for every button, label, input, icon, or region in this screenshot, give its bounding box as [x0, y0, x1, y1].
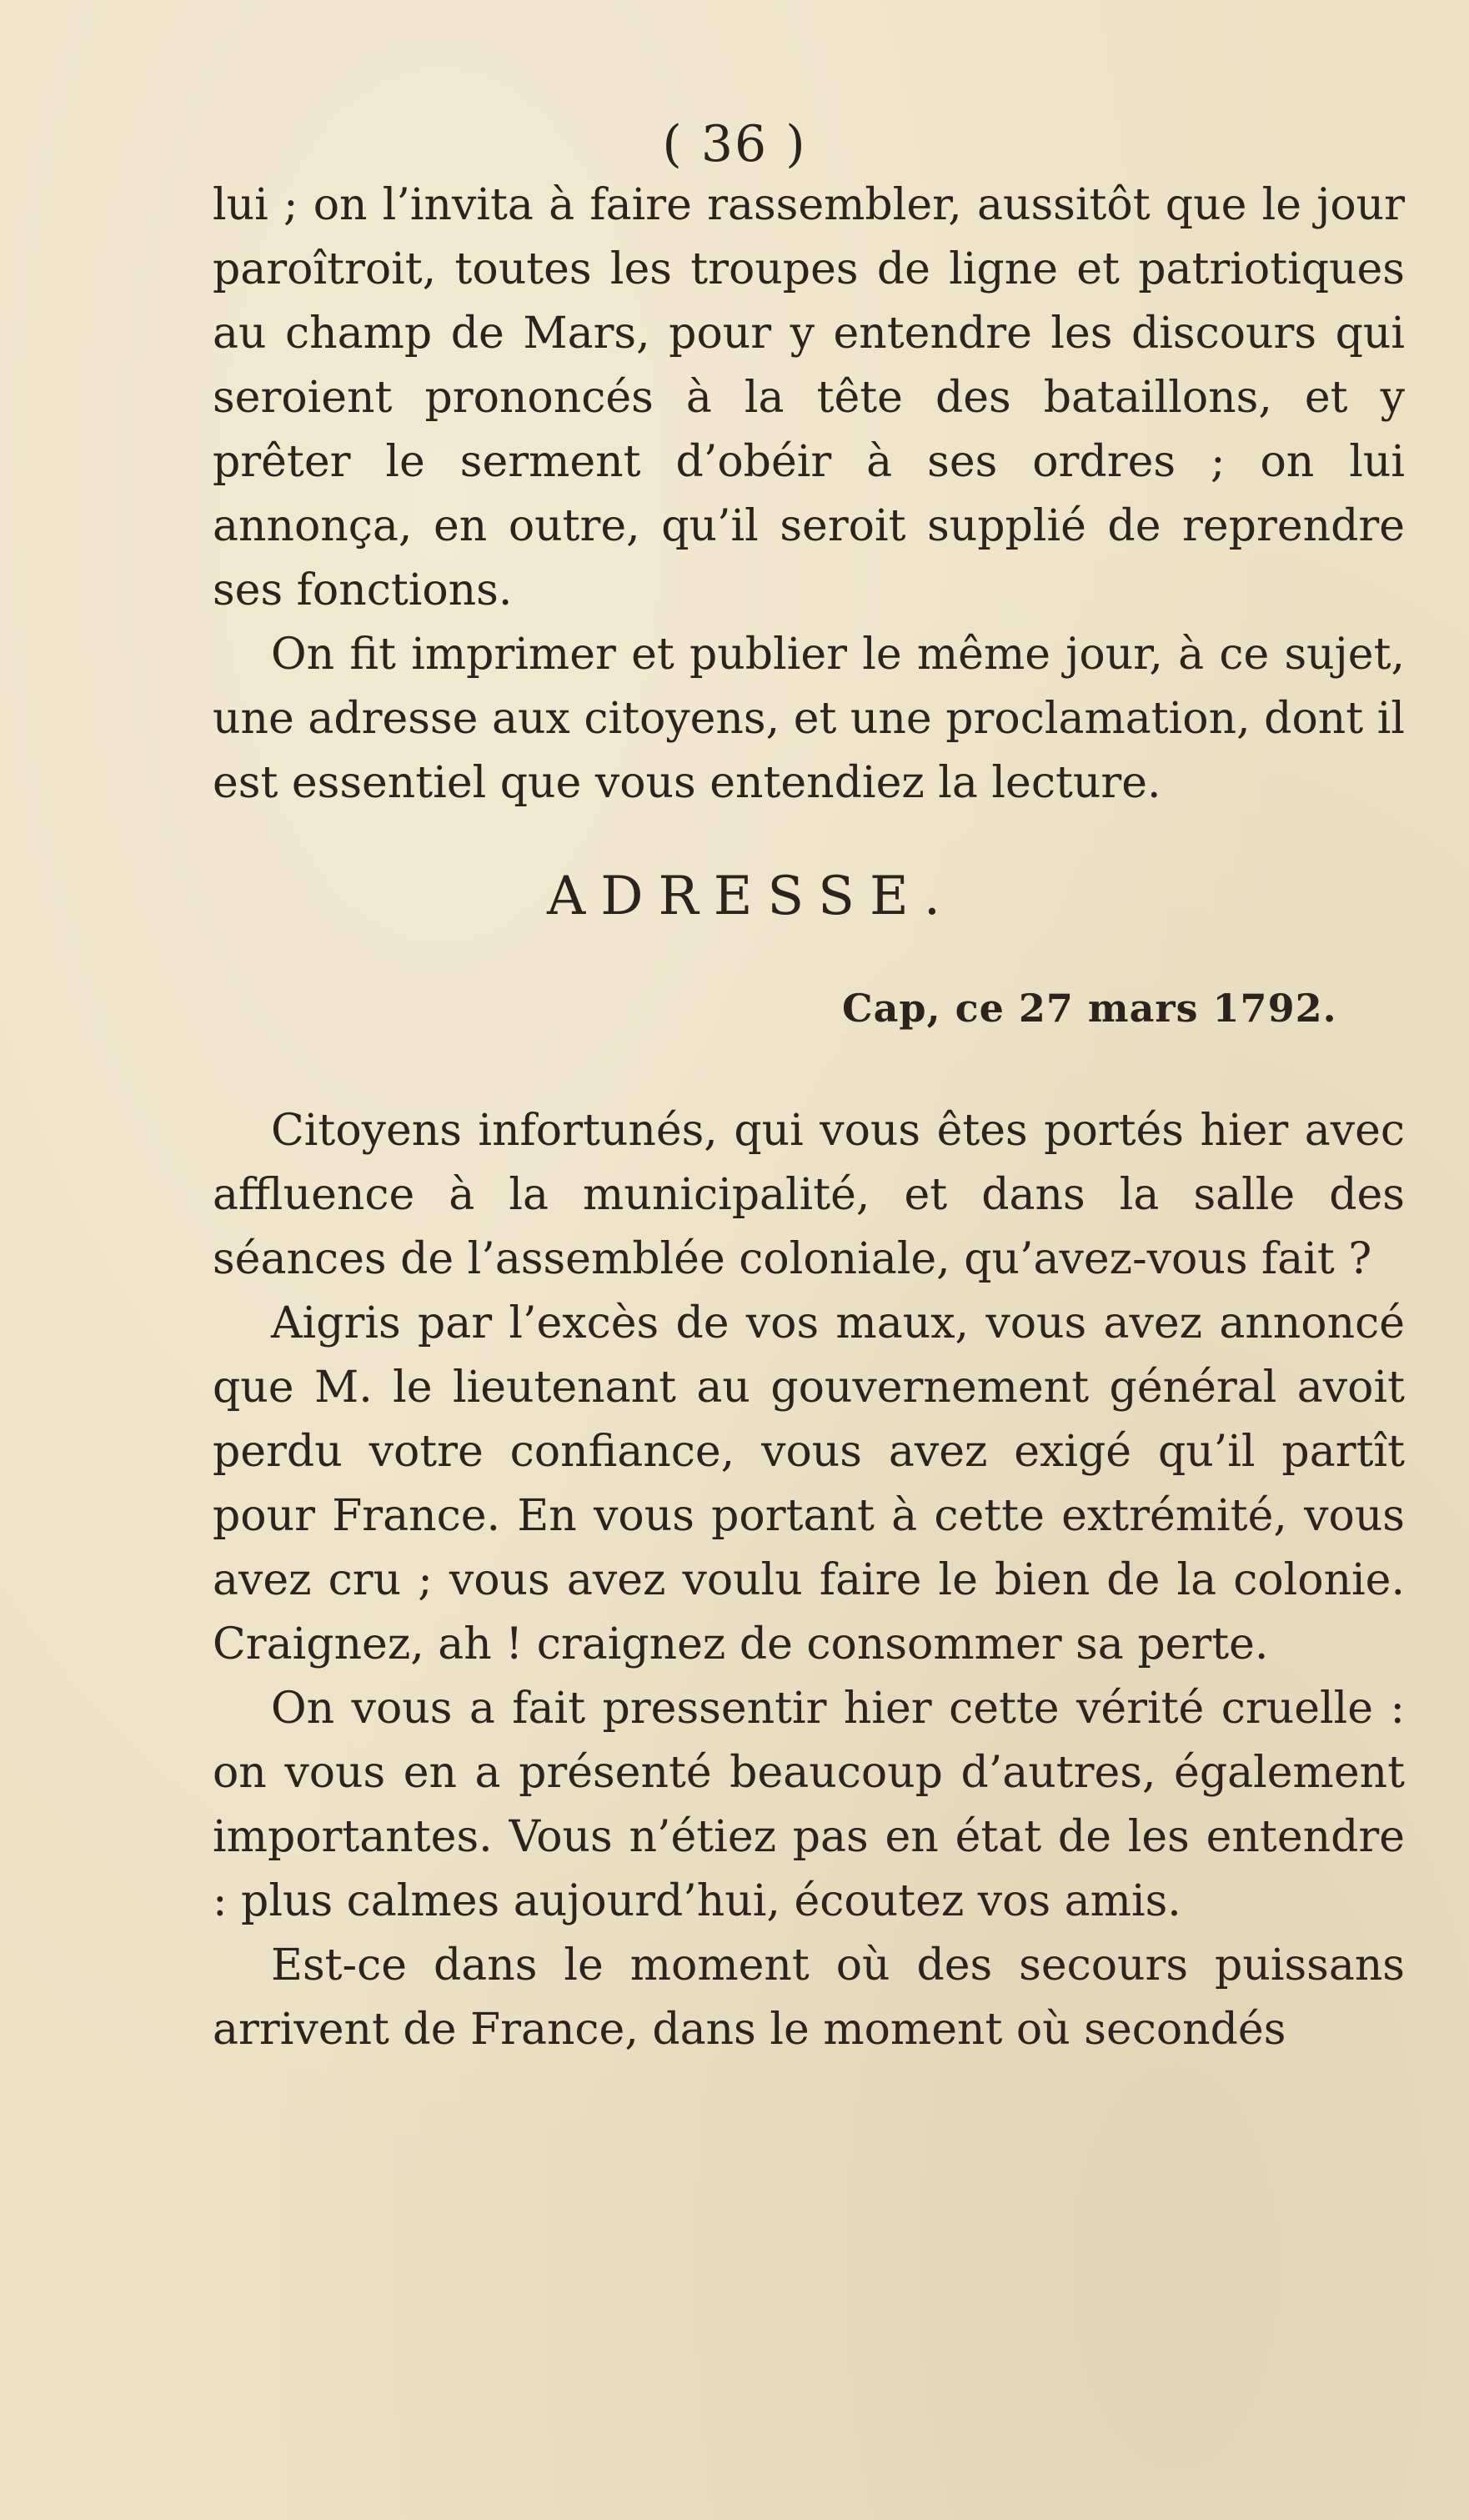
- paragraph-continuation: lui ; on l’invita à faire rassembler, aussitôt que le jour paroîtroit, toutes les troupes de ligne et patriotiques au champ de Mars, pour y entendre les discours qui seroient prononcés à la tête des bataillons, et y prêter le serment d’obéir à ses ordres ; on lui annonça, en outre, qu’il seroit supplié de reprendre ses fonctions.: [213, 180, 1405, 615]
- address-text: [213, 1099, 1405, 2062]
- paragraph-aigris: Aigris par l’excès de vos maux, vous avez annoncé que M. le lieutenant au gouvernement général avoit perdu votre confiance, vous avez exigé qu’il partît pour France. En vous portant à cette extrémité, vous avez cru ; vous avez voulu faire le bien de la colonie. Craignez, ah ! craignez de consommer sa perte.: [213, 1298, 1405, 1669]
- opening-text: [213, 173, 1405, 816]
- paragraph-pressentir: On vous a fait pressentir hier cette vérité cruelle : on vous en a présenté beaucoup d’autres, également importantes. Vous n’étiez pas en état de les entendre : plus calmes aujourd’hui, écoutez vos amis.: [213, 1684, 1405, 1926]
- paragraph-publication: On fit imprimer et publier le même jour, à ce sujet, une adresse aux citoyens, et une proclamation, dont il est essentiel que vous entendiez la lecture.: [213, 630, 1405, 808]
- paragraph-secours: Est-ce dans le moment où des secours puissans arrivent de France, dans le moment où secondés: [213, 1940, 1405, 2055]
- page-number: ( 36 ): [662, 115, 807, 173]
- address-heading: ADRESSE.: [546, 866, 956, 927]
- paragraph-citoyens: Citoyens infortunés, qui vous êtes portés hier avec affluence à la municipalité, et dans la salle des séances de l’assemblée coloniale, qu’avez-vous fait ?: [213, 1106, 1405, 1284]
- address-dateline: Cap, ce 27 mars 1792.: [842, 986, 1337, 1031]
